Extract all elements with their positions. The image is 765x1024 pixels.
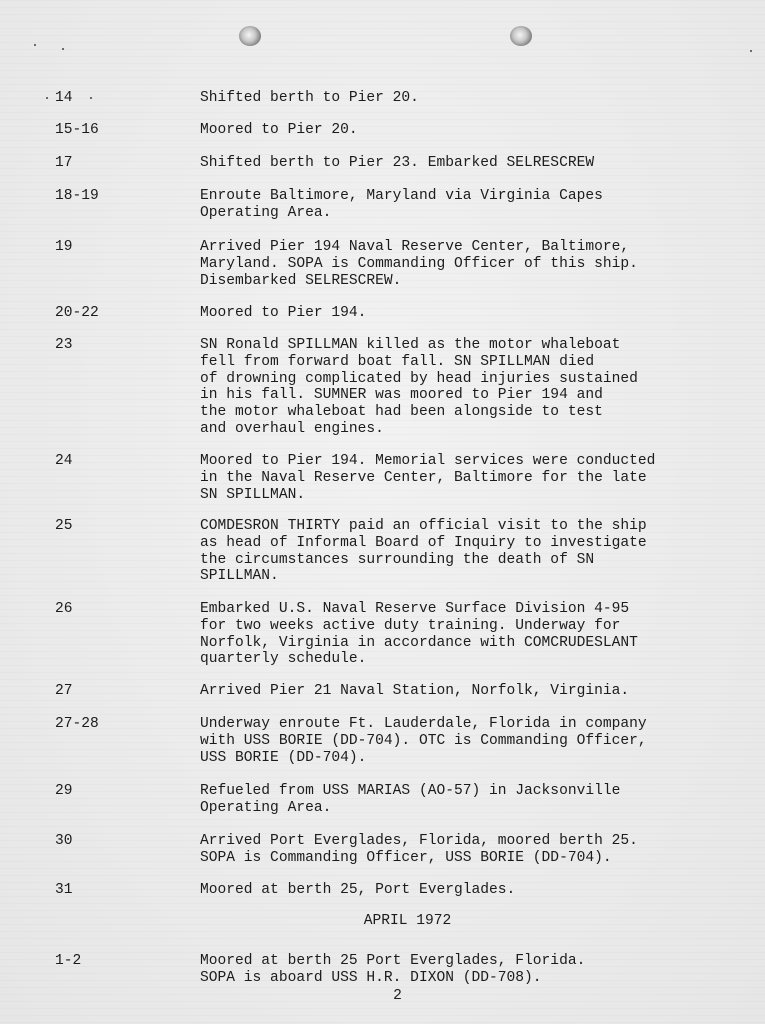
entry-line: of drowning complicated by head injuries sustained <box>200 370 638 387</box>
entry-line: USS BORIE (DD-704). <box>200 749 367 766</box>
entry-line: Arrived Port Everglades, Florida, moored berth 25. <box>200 833 638 849</box>
entry-line: Embarked U.S. Naval Reserve Surface Division 4-95 <box>200 601 630 617</box>
entry-line: COMDESRON THIRTY paid an official visit to the ship <box>200 518 647 534</box>
entry-text <box>200 90 740 107</box>
entry-text <box>200 188 740 222</box>
entry-line: Maryland. SOPA is Commanding Officer of this ship. <box>200 255 638 272</box>
entry-line: Enroute Baltimore, Maryland via Virginia Capes <box>200 188 603 204</box>
speck <box>46 97 48 99</box>
entry-text <box>200 518 740 585</box>
entry-date: 25 <box>55 518 73 534</box>
entry-line: Moored at berth 25, Port Everglades. <box>200 882 516 898</box>
entry-line: Refueled from USS MARIAS (AO-57) in Jacksonville <box>200 783 621 799</box>
speck <box>90 97 92 99</box>
entry-text <box>200 783 740 817</box>
entry-line: quarterly schedule. <box>200 651 367 668</box>
entry-line: Moored to Pier 20. <box>200 122 358 138</box>
entry-line: Moored to Pier 194. <box>200 305 367 321</box>
entry-date: 14 <box>55 90 73 106</box>
entry-line: Shifted berth to Pier 20. <box>200 90 419 106</box>
entry-text <box>200 155 740 172</box>
entry-line: fell from forward boat fall. SN SPILLMAN died <box>200 353 595 370</box>
punch-hole-right <box>510 26 532 46</box>
entry-text <box>200 337 740 438</box>
entry-text <box>200 716 740 766</box>
entry-text <box>200 305 740 322</box>
entry-text <box>200 833 740 867</box>
entry-text <box>200 953 740 987</box>
punch-hole-left <box>239 26 261 46</box>
speck <box>62 48 64 50</box>
entry-line: Operating Area. <box>200 204 332 221</box>
entry-date: 18-19 <box>55 188 99 204</box>
entry-date: 1-2 <box>55 953 82 969</box>
entry-text <box>200 122 740 139</box>
entry-date: 23 <box>55 337 73 353</box>
entry-date: 15-16 <box>55 122 99 138</box>
entry-line: SN SPILLMAN. <box>200 486 306 503</box>
entry-date: 19 <box>55 239 73 255</box>
entry-date: 29 <box>55 783 73 799</box>
entry-line: SOPA is Commanding Officer, USS BORIE (DD-704). <box>200 849 612 866</box>
speck <box>750 50 752 52</box>
entry-line: the motor whaleboat had been alongside to test <box>200 404 603 421</box>
entry-text <box>200 453 740 503</box>
entry-line: Arrived Pier 194 Naval Reserve Center, Baltimore, <box>200 239 630 255</box>
entry-line: Moored at berth 25 Port Everglades, Florida. <box>200 953 586 969</box>
entry-line: Disembarked SELRESCREW. <box>200 272 402 289</box>
entry-text <box>200 882 740 899</box>
entry-line: SPILLMAN. <box>200 568 279 585</box>
entry-line: in his fall. SUMNER was moored to Pier 194 and <box>200 387 603 404</box>
entry-line: Operating Area. <box>200 799 332 816</box>
entry-line: SN Ronald SPILLMAN killed as the motor whaleboat <box>200 337 621 353</box>
entry-line: in the Naval Reserve Center, Baltimore for the late <box>200 469 647 486</box>
entry-text <box>200 683 740 700</box>
entry-date: 27 <box>55 683 73 699</box>
entry-date: 27-28 <box>55 716 99 732</box>
page-number: 2 <box>393 988 402 1004</box>
entry-line: Arrived Pier 21 Naval Station, Norfolk, Virginia. <box>200 683 630 699</box>
entry-line: the circumstances surrounding the death of SN <box>200 551 595 568</box>
entry-line: Underway enroute Ft. Lauderdale, Florida in company <box>200 716 647 732</box>
entry-line: Norfolk, Virginia in accordance with COMCRUDESLANT <box>200 634 638 651</box>
month-heading: APRIL 1972 <box>363 913 452 929</box>
entry-text <box>200 601 740 668</box>
entry-line: as head of Informal Board of Inquiry to investigate <box>200 534 647 551</box>
entry-line: Moored to Pier 194. Memorial services were conducted <box>200 453 656 469</box>
entry-line: Shifted berth to Pier 23. Embarked SELRESCREW <box>200 155 595 171</box>
entry-date: 26 <box>55 601 73 617</box>
entry-text <box>200 239 740 289</box>
entry-date: 31 <box>55 882 73 898</box>
entry-line: and overhaul engines. <box>200 420 384 437</box>
entry-date: 17 <box>55 155 73 171</box>
entry-line: SOPA is aboard USS H.R. DIXON (DD-708). <box>200 969 542 986</box>
entry-line: with USS BORIE (DD-704). OTC is Commanding Officer, <box>200 732 647 749</box>
entry-date: 30 <box>55 833 73 849</box>
entry-line: for two weeks active duty training. Underway for <box>200 617 621 634</box>
speck <box>34 44 36 46</box>
entry-date: 24 <box>55 453 73 469</box>
entry-date: 20-22 <box>55 305 99 321</box>
